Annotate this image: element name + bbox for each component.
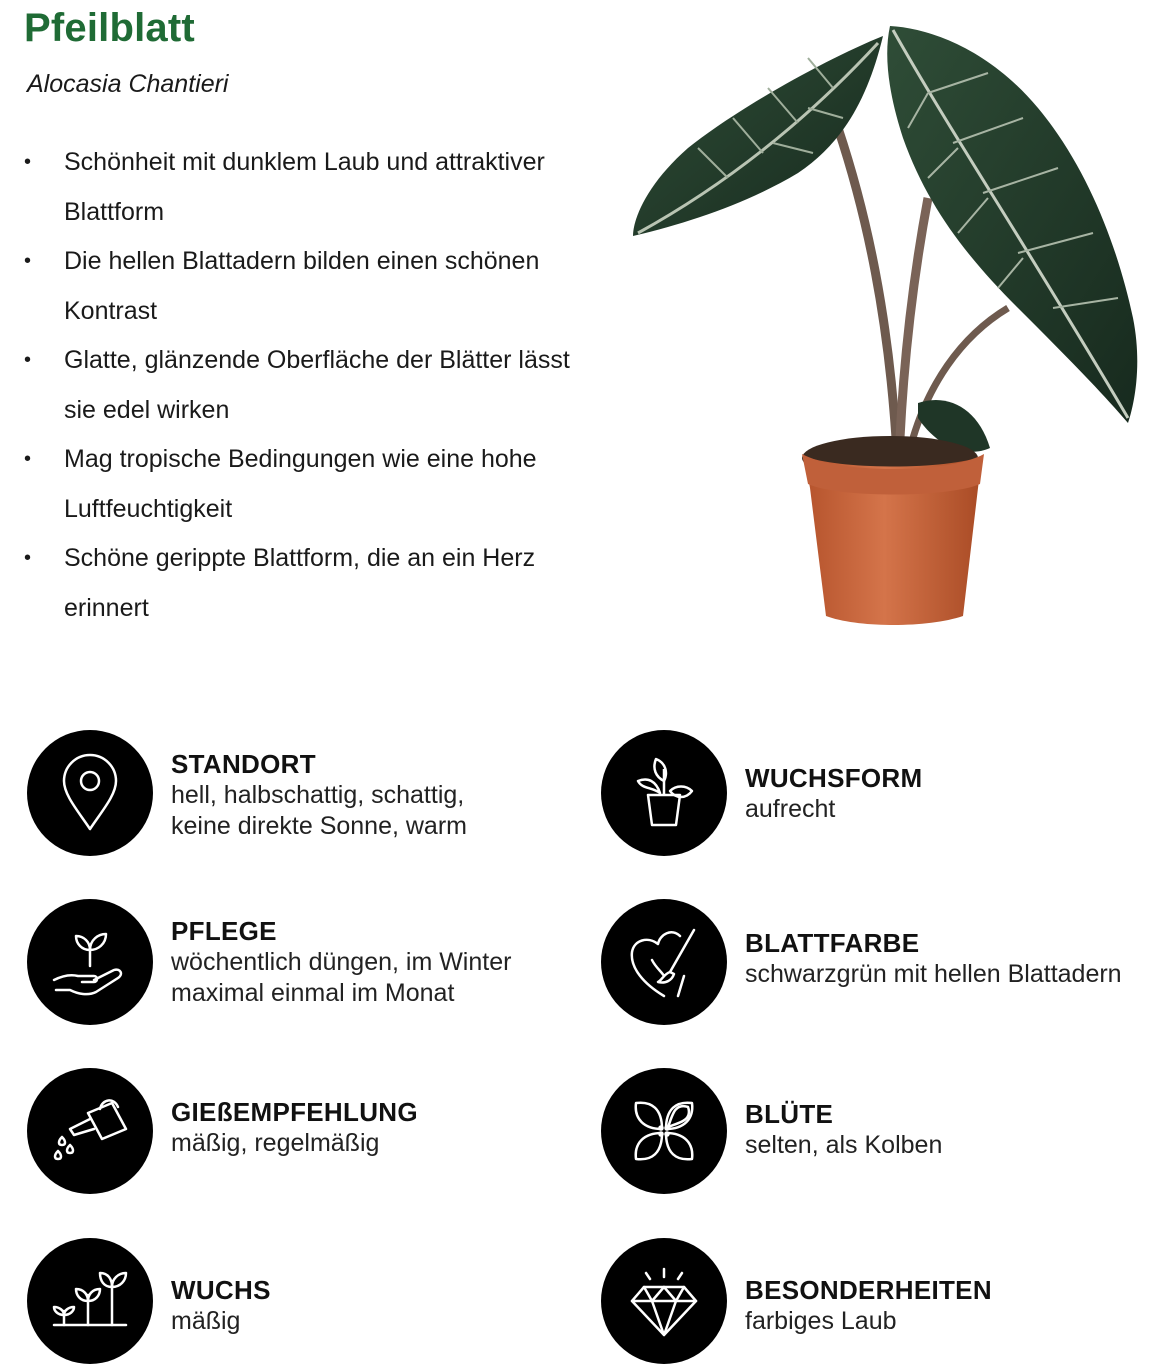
potted-plant-icon	[601, 730, 727, 856]
feature-heading: PFLEGE	[171, 916, 277, 946]
page-title: Pfeilblatt	[24, 6, 195, 50]
feature-heading: BESONDERHEITEN	[745, 1275, 992, 1305]
diamond-icon	[601, 1238, 727, 1364]
feature-description: hell, halbschattig, schattig, keine direkte Sonne, warm	[171, 781, 467, 840]
feature-description: wöchentlich düngen, im Winter maximal einmal im Monat	[171, 948, 512, 1007]
hand-seedling-icon	[27, 899, 153, 1025]
feature-heading: BLATTFARBE	[745, 928, 920, 958]
map-pin-icon	[27, 730, 153, 856]
bullet-dot: •	[24, 448, 32, 470]
feature-giessempfehlung	[27, 1068, 587, 1198]
plant-image	[628, 18, 1148, 633]
feature-heading: WUCHS	[171, 1275, 271, 1305]
feature-heading: BLÜTE	[745, 1099, 834, 1129]
botanical-name: Alocasia Chantieri	[27, 70, 229, 98]
feature-bullet-list	[24, 138, 584, 633]
feature-besonderheiten	[601, 1238, 1161, 1368]
feature-heading: GIEßEMPFEHLUNG	[171, 1097, 418, 1127]
feature-wuchs	[27, 1238, 587, 1368]
feature-standort	[27, 730, 587, 860]
feature-heading: STANDORT	[171, 749, 316, 779]
growing-plants-icon	[27, 1238, 153, 1364]
bullet-item: • Mag tropische Bedingungen wie eine hohe Luftfeuchtigkeit	[24, 435, 584, 534]
feature-description: aufrecht	[745, 795, 836, 823]
bullet-dot: •	[24, 151, 32, 173]
feature-bluete	[601, 1068, 1161, 1198]
flower-icon	[601, 1068, 727, 1194]
bullet-dot: •	[24, 547, 32, 569]
feature-description: farbiges Laub	[745, 1307, 897, 1335]
leaf-brush-icon	[601, 899, 727, 1025]
feature-description: mäßig	[171, 1307, 241, 1335]
feature-description: selten, als Kolben	[745, 1131, 943, 1159]
feature-heading: WUCHSFORM	[745, 763, 923, 793]
feature-blattfarbe	[601, 899, 1161, 1029]
watering-can-icon	[27, 1068, 153, 1194]
bullet-item: • Die hellen Blattadern bilden einen schönen Kontrast	[24, 237, 584, 336]
feature-description: mäßig, regelmäßig	[171, 1129, 380, 1157]
bullet-item: • Glatte, glänzende Oberfläche der Blätter lässt sie edel wirken	[24, 336, 584, 435]
bullet-dot: •	[24, 349, 32, 371]
feature-wuchsform	[601, 730, 1161, 860]
bullet-dot: •	[24, 250, 32, 272]
feature-description: schwarzgrün mit hellen Blattadern	[745, 960, 1122, 988]
bullet-item: • Schönheit mit dunklem Laub und attraktiver Blattform	[24, 138, 584, 237]
bullet-item: • Schöne gerippte Blattform, die an ein Herz erinnert	[24, 534, 584, 633]
feature-pflege	[27, 899, 587, 1029]
